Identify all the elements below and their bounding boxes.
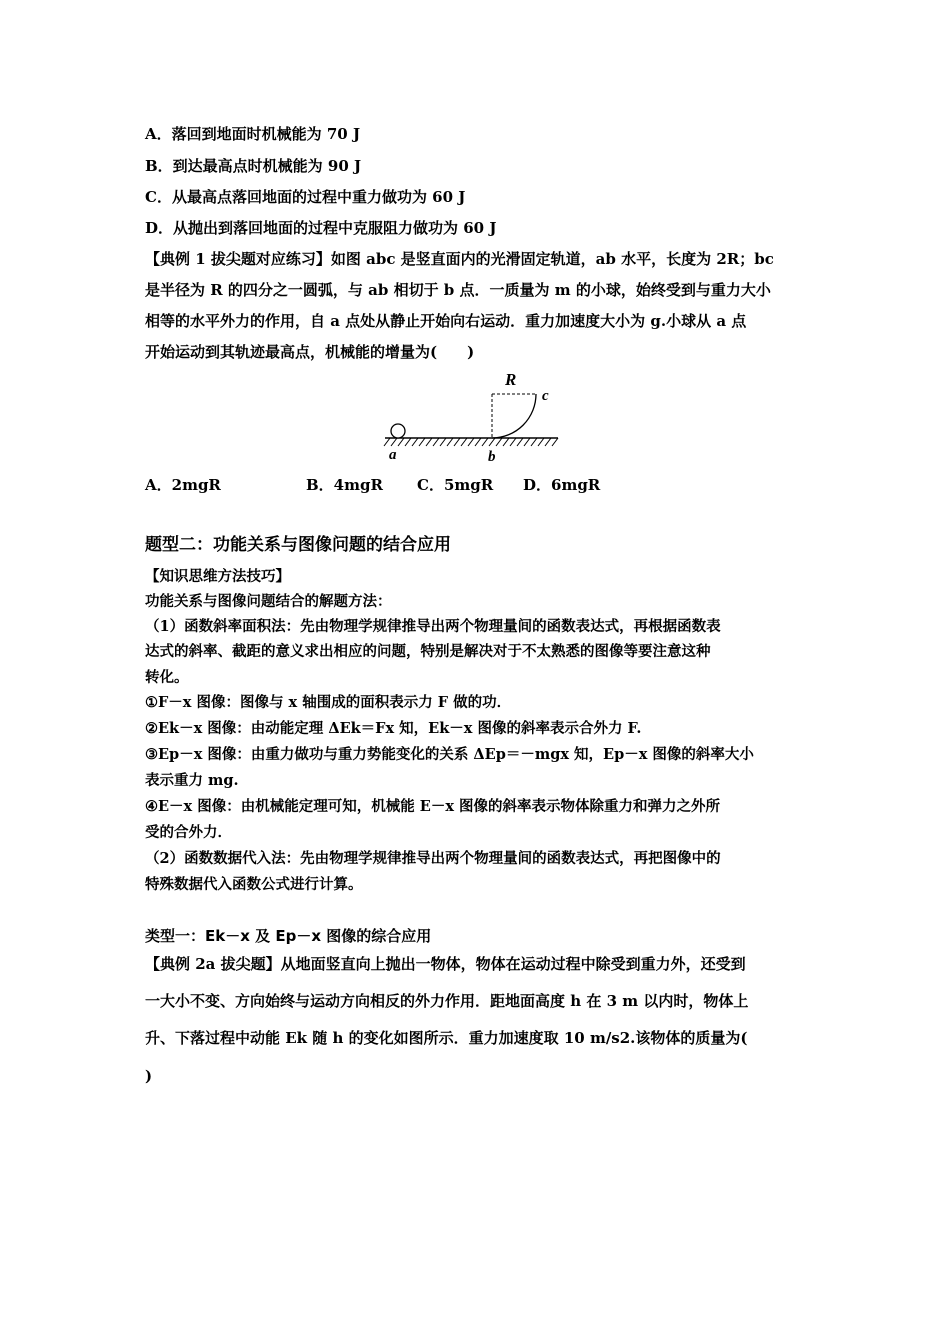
example2-line4: ): [145, 1067, 153, 1085]
option-c-ex1: C．5mgR: [417, 476, 494, 494]
graph-item-e-x-line2: 受的合外力．: [145, 824, 232, 841]
example2-tag: 【典例 2a 拔尖题】: [145, 955, 281, 973]
method-intro: 功能关系与图像问题结合的解题方法：: [145, 593, 392, 610]
option-d-prev: D．从抛出到落回地面的过程中克服阻力做功为 60 J: [145, 219, 497, 237]
example1-line3: 相等的水平外力的作用，自 a 点处从静止开始向右运动．重力加速度大小为 g.小球从 a 点: [145, 312, 747, 330]
section2-title: 题型二：功能关系与图像问题的结合应用: [145, 535, 451, 555]
example1-tag: 【典例 1 拔尖题对应练习】: [145, 250, 331, 268]
example1-line1: [145, 249, 774, 269]
example2-line1-text: 从地面竖直向上抛出一物体，物体在运动过程中除受到重力外，还受到: [280, 955, 746, 973]
label-b: b: [488, 449, 496, 465]
tips-heading: 【知识思维方法技巧】: [145, 568, 290, 585]
example2-line1: [145, 954, 746, 974]
graph-item-e-x-line1: ④E－x 图像：由机械能定理可知，机械能 E－x 图像的斜率表示物体除重力和弹力之外所: [145, 798, 721, 815]
method2-line1: （2）函数数据代入法：先由物理学规律推导出两个物理量间的函数表达式，再把图像中的: [145, 850, 721, 867]
track-figure: [380, 366, 565, 466]
example1-line4: 开始运动到其轨迹最高点，机械能的增量为( ): [145, 343, 475, 361]
graph-item-f-x: ①F－x 图像：图像与 x 轴围成的面积表示力 F 做的功．: [145, 694, 512, 711]
method1-line2: 达式的斜率、截距的意义求出相应的问题，特别是解决对于不太熟悉的图像等要注意这种: [145, 643, 711, 660]
label-r: R: [505, 370, 517, 389]
option-a-ex1: A．2mgR: [145, 476, 221, 494]
example2-line3: 升、下落过程中动能 Ek 随 h 的变化如图所示．重力加速度取 10 m/s2.该物体的质量为(: [145, 1029, 748, 1047]
type1-title: 类型一：Ek－x 及 Ep－x 图像的综合应用: [145, 927, 432, 945]
example1-line2: 是半径为 R 的四分之一圆弧，与 ab 相切于 b 点．一质量为 m 的小球，始终受到与重力大小: [145, 281, 771, 299]
graph-item-ep-x-line1: ③Ep－x 图像：由重力做功与重力势能变化的关系 ΔEp＝－mgx 知，Ep－x 图像的斜率大小: [145, 746, 754, 763]
example2-line2: 一大小不变、方向始终与运动方向相反的外力作用．距地面高度 h 在 3 m 以内时，物体上: [145, 992, 749, 1010]
graph-item-ep-x-line2: 表示重力 mg.: [145, 772, 239, 789]
option-b-prev: B．到达最高点时机械能为 90 J: [145, 157, 362, 175]
label-a: a: [389, 447, 397, 463]
option-b-ex1: B．4mgR: [306, 476, 383, 494]
option-c-prev: C．从最高点落回地面的过程中重力做功为 60 J: [145, 188, 466, 206]
option-a-prev: A．落回到地面时机械能为 70 J: [145, 125, 361, 143]
method2-line2: 特殊数据代入函数公式进行计算。: [145, 876, 363, 893]
example1-line1-text: 如图 abc 是竖直面内的光滑固定轨道，ab 水平，长度为 2R；bc: [330, 250, 774, 268]
graph-item-ek-x: ②Ek－x 图像：由动能定理 ΔEk＝Fx 知，Ek－x 图像的斜率表示合外力 F.: [145, 720, 642, 737]
option-d-ex1: D．6mgR: [523, 476, 601, 494]
ground-hatch: [384, 438, 558, 446]
ball: [391, 424, 405, 438]
label-c: c: [542, 388, 549, 404]
method1-line1: （1）函数斜率面积法：先由物理学规律推导出两个物理量间的函数表达式，再根据函数表: [145, 618, 721, 635]
quarter-arc-track: [492, 394, 536, 438]
method1-line3: 转化。: [145, 669, 189, 686]
